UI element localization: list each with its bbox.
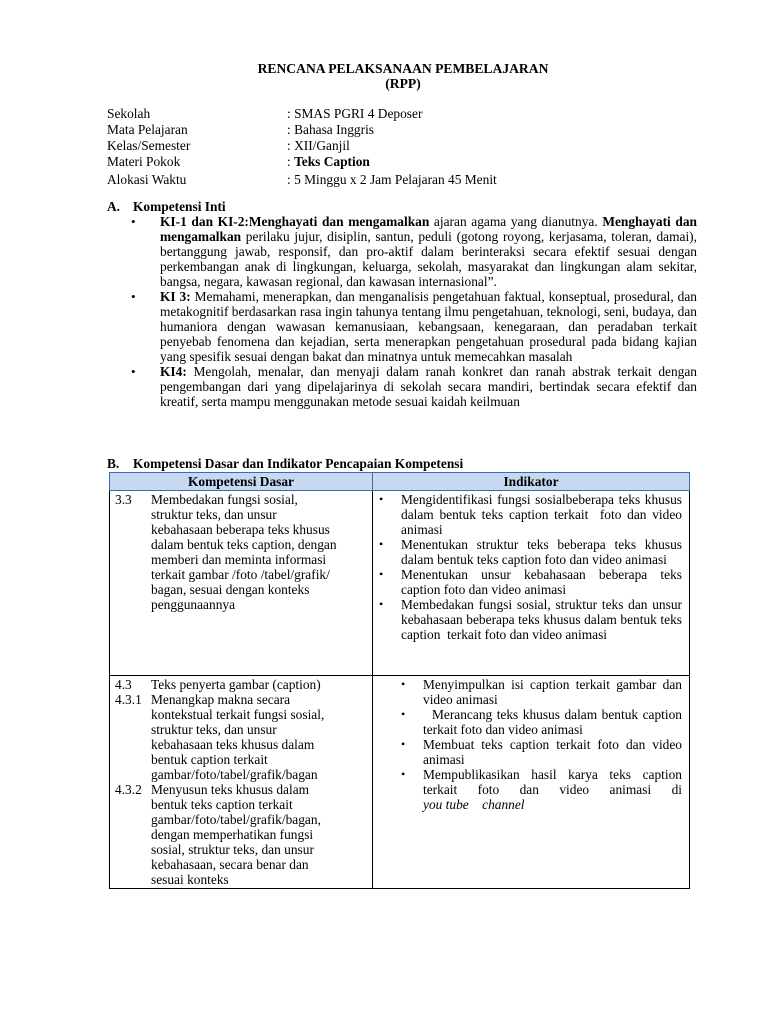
info-value: : SMAS PGRI 4 Deposer <box>287 106 423 121</box>
table-header-kd: Kompetensi Dasar <box>110 473 373 491</box>
indicator-text: Mengidentifikasi fungsi sosialbeberapa teks khusus dalam bentuk teks caption terkait foto dan video animasi <box>401 492 686 537</box>
indicator-italic: you tube channel <box>423 797 525 812</box>
ki-text: Memahami, menerapkan, dan menganalisis pengetahuan faktual, konseptual, prosedural, dan metakognitif berdasarkan rasa ingin tahunya tentang ilmu pengetahuan, teknologi, seni, budaya, dan humaniora dengan wawasan kemanusiaan, kebangsaan, kenegaraan, dan peradaban terkait penyebab fenomena dan kejadian, serta menerapkan pengetahuan prosedural pada bidang kajian yang spesifik sesuai dengan bakat dan minatnya untuk memecahkan masalah <box>160 289 697 364</box>
bullet-icon: • <box>401 707 406 721</box>
bullet-icon: • <box>131 214 136 229</box>
kd-number: 4.3.2 <box>115 782 142 797</box>
kd-text-line: kontekstual terkait fungsi sosial, <box>151 707 325 722</box>
kd-number: 3.3 <box>115 492 132 507</box>
core-competency-list <box>129 214 697 409</box>
kd-number: 4.3.1 <box>115 692 142 707</box>
kd-text-line: dengan memperhatikan fungsi <box>151 827 314 842</box>
info-label: Sekolah <box>107 106 151 121</box>
indicator-text: Membedakan fungsi sosial, struktur teks dan unsur kebahasaan beberapa teks khusus dalam bentuk teks caption terkait foto dan video animasi <box>401 597 686 642</box>
info-value: : XII/Ganjil <box>287 138 350 153</box>
indicator-text: Menentukan struktur teks beberapa teks khusus dalam bentuk teks caption foto dan video animasi <box>401 537 689 567</box>
kd-text-line: kebahasaan teks khusus dalam <box>151 737 315 752</box>
section-title: Kompetensi Dasar dan Indikator Pencapaian Kompetensi <box>133 456 464 471</box>
kd-text-line: Menangkap makna secara <box>151 692 291 707</box>
document-subtitle: (RPP) <box>385 76 421 91</box>
indicator-text: Merancang teks khusus dalam bentuk caption terkait foto dan video animasi <box>423 707 686 737</box>
kd-text-line: struktur teks, dan unsur <box>151 722 277 737</box>
info-value-prefix: : <box>287 154 295 169</box>
table-header-indicator: Indikator <box>373 473 690 491</box>
kd-text-line: gambar/foto/tabel/grafik/bagan, <box>151 812 321 827</box>
kd-entry <box>110 692 372 782</box>
kd-text-line: memberi dan meminta informasi <box>151 552 327 567</box>
list-item <box>373 537 689 567</box>
bullet-icon: • <box>379 492 384 506</box>
ki-emphasis: Menghayati dan mengamalkan <box>160 214 697 244</box>
info-value: : 5 Minggu x 2 Jam Pelajaran 45 Menit <box>287 172 497 187</box>
bullet-icon: • <box>131 364 136 379</box>
list-item <box>373 492 689 537</box>
ki-text: ajaran agama yang dianutnya. <box>429 214 603 229</box>
kd-text-line: bagan, sesuai dengan konteks <box>151 582 310 597</box>
kd-text-line: Teks penyerta gambar (caption) <box>151 677 321 692</box>
list-item <box>373 707 689 737</box>
kd-text-line: sosial, struktur teks, dan unsur <box>151 842 314 857</box>
kd-text-line: penggunaannya <box>151 597 236 612</box>
competency-table <box>109 472 690 889</box>
kd-text-line: kebahasaan, secara benar dan <box>151 857 309 872</box>
list-item <box>373 597 689 642</box>
kd-text-line: dalam bentuk teks caption, dengan <box>151 537 337 552</box>
bullet-icon: • <box>379 597 384 611</box>
kd-text-line: sesuai konteks <box>151 872 229 887</box>
kd-text-line: gambar/foto/tabel/grafik/bagan <box>151 767 318 782</box>
kd-number: 4.3 <box>115 677 132 692</box>
ki-label: KI4: <box>160 364 187 379</box>
section-a-heading <box>107 199 226 215</box>
list-item <box>129 289 697 364</box>
table-header-row <box>110 473 690 491</box>
kd-cell <box>110 491 373 676</box>
kd-text-line: struktur teks, dan unsur <box>151 507 277 522</box>
section-b-heading <box>107 456 463 472</box>
section-letter: B. <box>107 456 120 471</box>
bullet-icon: • <box>131 289 136 304</box>
bullet-icon: • <box>401 677 406 691</box>
indicator-text: Mempublikasikan hasil karya teks caption terkait foto dan video animasi di <box>423 767 682 797</box>
list-item <box>373 737 689 767</box>
ki-label: KI 3: <box>160 289 191 304</box>
ki-label: KI-1 dan KI-2:Menghayati dan mengamalkan <box>160 214 430 229</box>
info-value: : Bahasa Inggris <box>287 122 375 137</box>
info-label: Alokasi Waktu <box>107 172 187 187</box>
kd-cell <box>110 676 373 889</box>
kd-entry <box>110 677 372 692</box>
kd-text-line: bentuk caption terkait <box>151 752 268 767</box>
info-value-topic: Teks Caption <box>294 154 370 169</box>
section-title: Kompetensi Inti <box>133 199 226 214</box>
table-row <box>110 676 690 889</box>
kd-text-line: bentuk teks caption terkait <box>151 797 293 812</box>
list-item <box>373 567 689 597</box>
kd-text-line: Menyusun teks khusus dalam <box>151 782 310 797</box>
bullet-icon: • <box>401 767 406 781</box>
info-label: Materi Pokok <box>107 154 181 169</box>
info-label: Kelas/Semester <box>107 138 191 153</box>
bullet-icon: • <box>379 567 384 581</box>
section-letter: A. <box>107 199 121 214</box>
table-row <box>110 491 690 676</box>
indicator-cell <box>373 676 690 889</box>
indicator-text: Menentukan unsur kebahasaan beberapa teks caption foto dan video animasi <box>401 567 682 597</box>
kd-entry <box>110 782 372 887</box>
bullet-icon: • <box>379 537 384 551</box>
indicator-cell <box>373 491 690 676</box>
ki-text: perilaku jujur, disiplin, santun, peduli (gotong royong, kerjasama, toleran, damai), bertanggung jawab, responsif, dan pro-aktif dalam berinteraksi secara efektif sesuai dengan perkembangan anak di lingkungan, keluarga, sekolah, masyarakat dan lingkungan alam sekitar, bangsa, negara, kawasan regional, dan kawasan internasional”. <box>160 229 697 289</box>
indicator-text: Menyimpulkan isi caption terkait gambar dan video animasi <box>423 677 682 707</box>
ki-text: Mengolah, menalar, dan menyaji dalam ranah konkret dan ranah abstrak terkait dengan pengembangan dari yang dipelajarinya di sekolah secara mandiri, bertindak secara efektif dan kreatif, serta mampu menggunakan metode sesuai kaidah keilmuan <box>160 364 697 409</box>
info-label: Mata Pelajaran <box>107 122 188 137</box>
kd-text-line: terkait gambar /foto /tabel/grafik/ <box>151 567 330 582</box>
bullet-icon: • <box>401 737 406 751</box>
list-item <box>129 364 697 409</box>
kd-entry <box>110 492 372 612</box>
list-item <box>373 767 689 812</box>
list-item <box>373 677 689 707</box>
info-value <box>287 154 370 170</box>
indicator-text: Membuat teks caption terkait foto dan video animasi <box>423 737 682 767</box>
kd-text-line: Membedakan fungsi sosial, <box>151 492 298 507</box>
list-item <box>129 214 697 289</box>
kd-text-line: kebahasaan beberapa teks khusus <box>151 522 330 537</box>
document-title: RENCANA PELAKSANAAN PEMBELAJARAN <box>257 61 549 76</box>
